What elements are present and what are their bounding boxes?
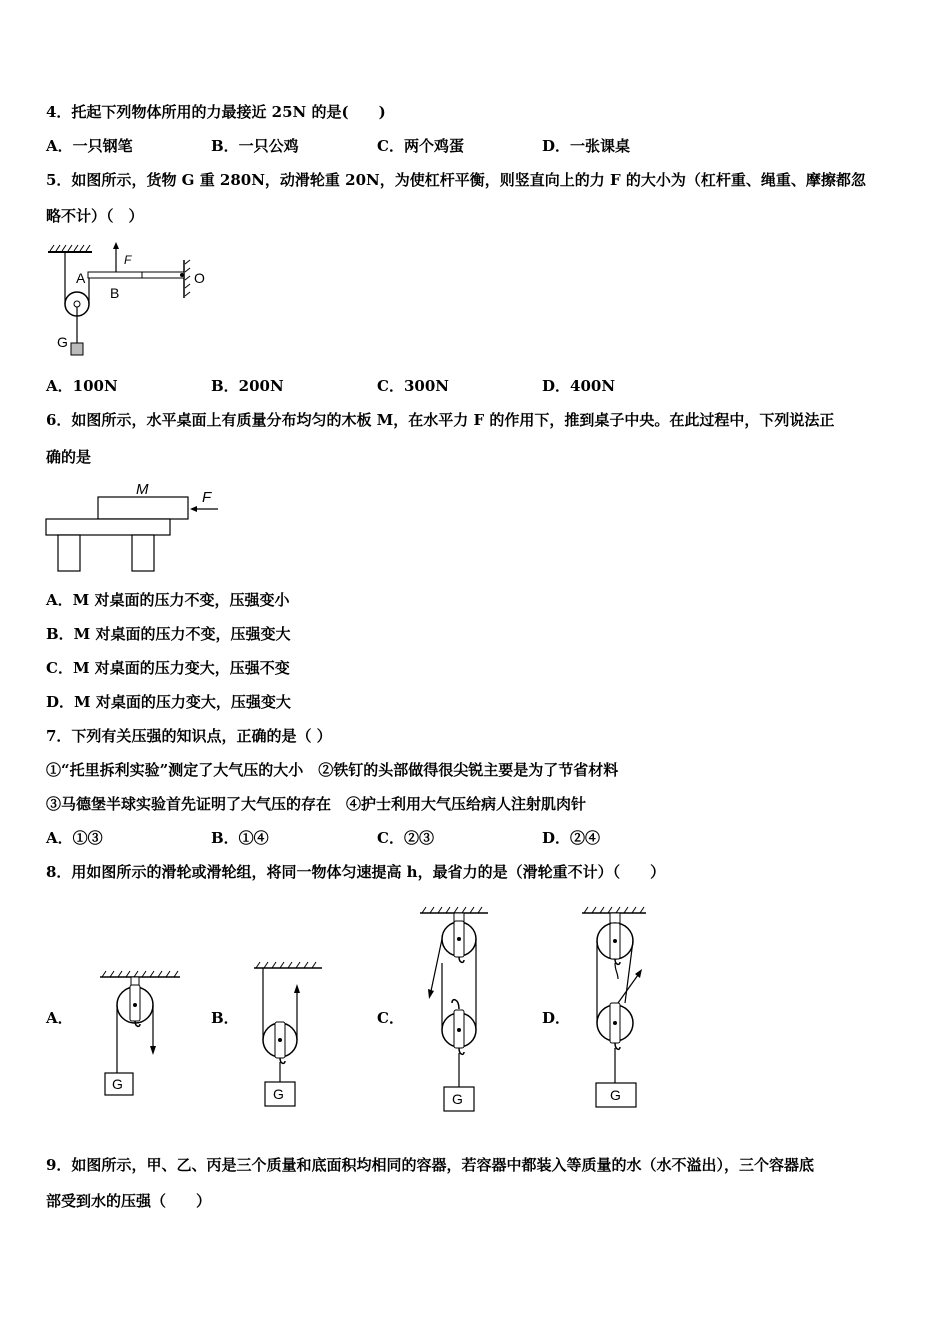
q6-label-f: F xyxy=(202,489,212,506)
q4-option-c: C．两个鸡蛋 xyxy=(377,137,464,155)
q5-label-o: O xyxy=(194,270,205,286)
q8-fixed-pulley-figure xyxy=(96,965,186,1100)
q8b-load-label: G xyxy=(273,1086,284,1102)
q7-statement-line1: ①“托里拆利实验”测定了大气压的大小 ②铁钉的头部做得很尖锐主要是为了节省材料 xyxy=(46,761,619,779)
q8-figure-label-c: C． xyxy=(377,1009,404,1027)
q5-stem-line1: 5．如图所示，货物 G 重 280N，动滑轮重 20N，为使杠杆平衡，则竖直向上的力 F 的大小为（杠杆重、绳重、摩擦都忽 xyxy=(46,171,866,189)
q5-option-c: C．300N xyxy=(377,377,449,395)
q8-figure-label-b: B． xyxy=(211,1009,239,1027)
q8-figure-label-a: A． xyxy=(46,1009,73,1027)
q5-option-d: D．400N xyxy=(542,377,616,395)
q7-statement-line2: ③马德堡半球实验首先证明了大气压的存在 ④护士利用大气压给病人注射肌肉针 xyxy=(46,795,587,813)
q6-option-b: B．M 对桌面的压力不变，压强变大 xyxy=(46,625,291,643)
q5-option-a: A．100N xyxy=(46,377,118,395)
q9-stem-line1: 9．如图所示，甲、乙、丙是三个质量和底面积均相同的容器，若容器中都装入等质量的水（水不溢出），三个容器底 xyxy=(46,1156,814,1174)
q6-stem-line1: 6．如图所示，水平桌面上有质量分布均匀的木板 M，在水平力 F 的作用下，推到桌子中央。在此过程中，下列说法正 xyxy=(46,411,835,429)
q8-pulley-block-c-figure xyxy=(418,903,508,1118)
q8-movable-pulley-figure xyxy=(250,958,330,1108)
q5-option-b: B．200N xyxy=(211,377,284,395)
q5-label-b: B xyxy=(110,285,120,301)
q7-stem: 7．下列有关压强的知识点，正确的是（ ） xyxy=(46,727,332,745)
q7-option-c: C．②③ xyxy=(377,829,434,847)
q4-stem: 4．托起下列物体所用的力最接近 25N 的是( ) xyxy=(46,103,386,121)
q7-option-b: B．①④ xyxy=(211,829,269,847)
q5-label-f: F xyxy=(124,253,132,267)
q5-label-g: G xyxy=(57,334,68,350)
q6-option-d: D．M 对桌面的压力变大，压强变大 xyxy=(46,693,291,711)
q8-figure-label-d: D． xyxy=(542,1009,571,1027)
q7-option-a: A．①③ xyxy=(46,829,103,847)
q6-option-c: C．M 对桌面的压力变大，压强不变 xyxy=(46,659,290,677)
q8d-load-label: G xyxy=(610,1087,621,1103)
q4-option-b: B．一只公鸡 xyxy=(211,137,299,155)
q8-stem: 8．用如图所示的滑轮或滑轮组，将同一物体匀速提高 h，最省力的是（滑轮重不计）（ ） xyxy=(46,863,666,881)
q4-option-a: A．一只钢笔 xyxy=(46,137,133,155)
q6-option-a: A．M 对桌面的压力不变，压强变小 xyxy=(46,591,290,609)
q9-stem-line2: 部受到水的压强（ ） xyxy=(46,1192,212,1210)
q5-label-a: A xyxy=(76,270,86,286)
q6-stem-line2: 确的是 xyxy=(46,448,92,466)
q6-board-table-figure xyxy=(44,480,224,575)
q6-label-m: M xyxy=(136,481,149,498)
q8-pulley-block-d-figure xyxy=(580,903,670,1113)
q5-lever-pulley-figure xyxy=(40,240,220,365)
q4-option-d: D．一张课桌 xyxy=(542,137,631,155)
q7-option-d: D．②④ xyxy=(542,829,601,847)
q8a-load-label: G xyxy=(112,1076,123,1092)
q5-stem-line2: 略不计）（ ） xyxy=(46,207,144,225)
q8c-load-label: G xyxy=(452,1091,463,1107)
